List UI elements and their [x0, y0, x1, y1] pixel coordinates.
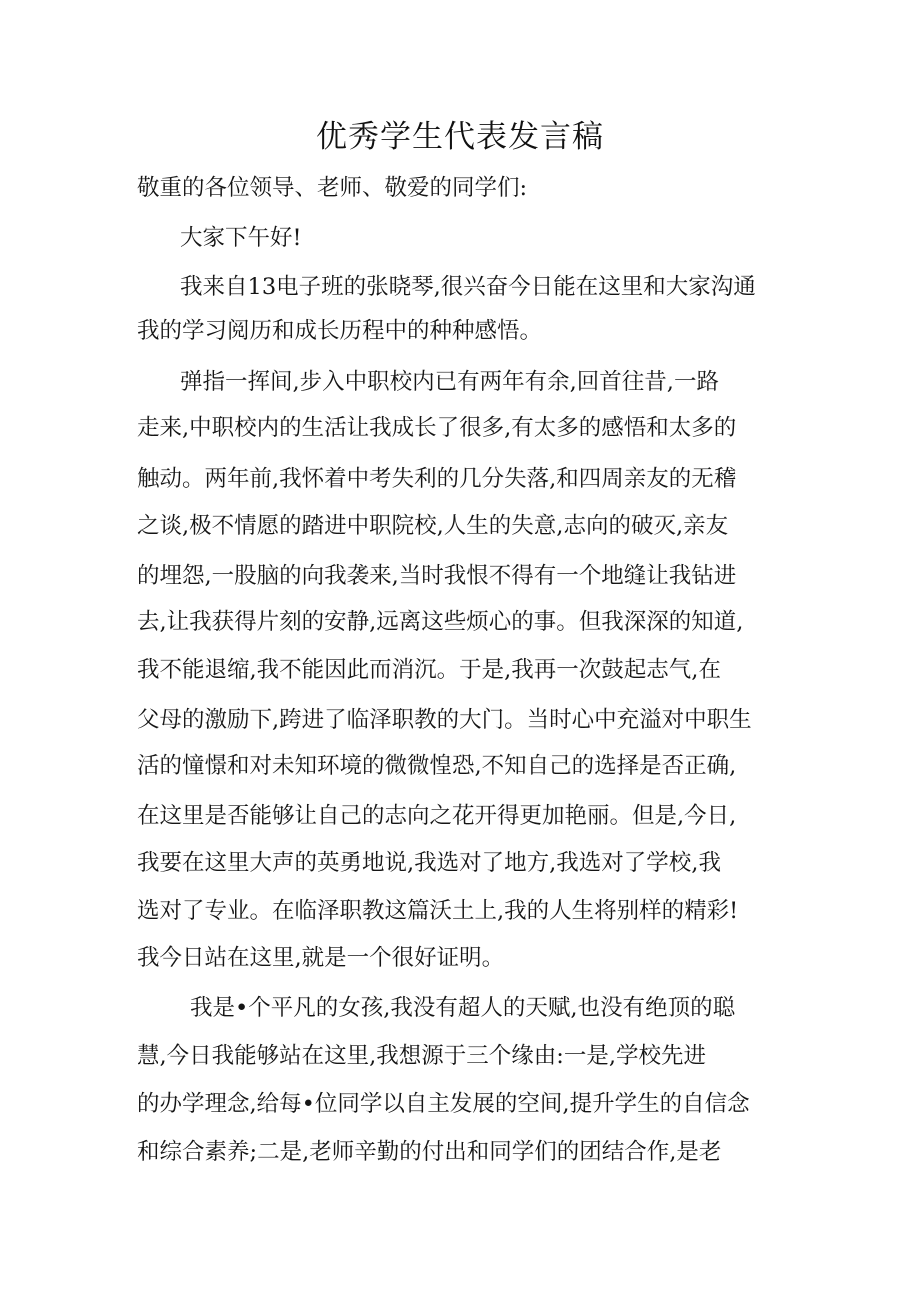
- paragraph-2-line: 父母的激励下,跨进了临泽职教的大门。当时心中充溢对中职生: [137, 707, 752, 733]
- paragraph-2-line: 的埋怨,一股脑的向我袭来,当时我恨不得有一个地缝让我钻进: [137, 563, 737, 589]
- paragraph-3-line: 我是•个平凡的女孩,我没有超人的天赋,也没有绝顶的聪: [190, 995, 736, 1021]
- salutation: 敬重的各位领导、老师、敬爱的同学们:: [137, 175, 528, 201]
- document-title: 优秀学生代表发言稿: [316, 119, 604, 155]
- paragraph-1-line: 我来自13电子班的张晓琴,很兴奋今日能在这里和大家沟通: [180, 274, 756, 300]
- paragraph-2-line: 活的憧憬和对未知环境的微微惶恐,不知自己的选择是否正确,: [137, 753, 737, 779]
- paragraph-2-line: 去,让我获得片刻的安静,远离这些烦心的事。但我深深的知道,: [137, 609, 744, 635]
- paragraph-2-line: 走来,中职校内的生活让我成长了很多,有太多的感悟和太多的: [137, 415, 737, 441]
- paragraph-2-line: 之谈,极不情愿的踏进中职院校,人生的失意,志向的破灭,亲友: [137, 513, 729, 539]
- paragraph-3-line: 和综合素养;二是,老师辛勤的付出和同学们的团结合作,是老: [137, 1139, 722, 1165]
- paragraph-2-line: 弹指一挥间,步入中职校内已有两年有余,回首往昔,一路: [180, 369, 719, 395]
- paragraph-3-line: 的办学理念,给每•位同学以自主发展的空间,提升学生的自信念: [137, 1091, 750, 1117]
- paragraph-2-line: 选对了专业。在临泽职教这篇沃土上,我的人生将别样的精彩!: [137, 898, 739, 924]
- paragraph-1-line: 我的学习阅历和成长历程中的种种感悟。: [137, 318, 543, 344]
- paragraph-2-line: 我要在这里大声的英勇地说,我选对了地方,我选对了学校,我: [137, 850, 721, 876]
- paragraph-2-line: 我今日站在这里,就是一个很好证明。: [137, 945, 505, 971]
- greeting: 大家下午好!: [180, 225, 302, 251]
- paragraph-2-line: 我不能退缩,我不能因此而消沉。于是,我再一次鼓起志气,在: [137, 657, 721, 683]
- paragraph-2-line: 在这里是否能够让自己的志向之花开得更加艳丽。但是,今日,: [137, 803, 737, 829]
- paragraph-2-line: 触动。两年前,我怀着中考失利的几分失落,和四周亲友的无稽: [137, 466, 737, 492]
- paragraph-3-line: 慧,今日我能够站在这里,我想源于三个缘由:一是,学校先进: [137, 1043, 707, 1069]
